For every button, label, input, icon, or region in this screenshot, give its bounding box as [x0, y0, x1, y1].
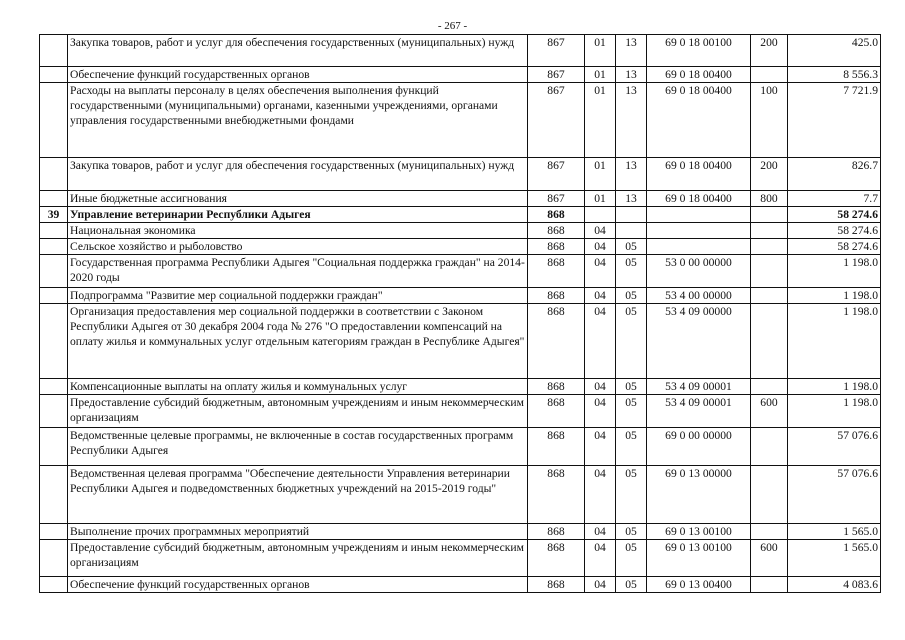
row-number-cell: 39	[40, 207, 68, 223]
amount-cell: 425.0	[788, 35, 881, 67]
row-number-cell	[40, 255, 68, 288]
item-name-cell: Подпрограмма "Развитие мер социальной поддержки граждан"	[68, 288, 528, 304]
row-number-cell	[40, 223, 68, 239]
item-name-cell: Национальная экономика	[68, 223, 528, 239]
expense-type-code-cell	[751, 524, 788, 540]
amount-cell: 58 274.6	[788, 207, 881, 223]
department-code-cell: 868	[528, 540, 585, 577]
subsection-code-cell: 05	[616, 428, 647, 466]
row-number-cell	[40, 540, 68, 577]
expense-type-code-cell: 600	[751, 540, 788, 577]
amount-cell: 1 565.0	[788, 524, 881, 540]
table-row	[40, 288, 881, 304]
table-row	[40, 395, 881, 428]
table-row	[40, 191, 881, 207]
row-number-cell	[40, 524, 68, 540]
section-code-cell: 04	[585, 395, 616, 428]
amount-cell: 57 076.6	[788, 466, 881, 524]
row-number-cell	[40, 191, 68, 207]
amount-cell: 1 198.0	[788, 255, 881, 288]
amount-cell: 7.7	[788, 191, 881, 207]
item-name-cell: Предоставление субсидий бюджетным, автономным учреждениям и иным некоммерческим организациям	[68, 395, 528, 428]
department-code-cell: 868	[528, 428, 585, 466]
target-article-code-cell: 69 0 13 00100	[647, 524, 751, 540]
budget-table-body	[40, 35, 881, 593]
table-row	[40, 255, 881, 288]
section-code-cell: 01	[585, 67, 616, 83]
expense-type-code-cell: 100	[751, 83, 788, 158]
subsection-code-cell: 05	[616, 577, 647, 593]
section-code-cell: 04	[585, 288, 616, 304]
item-name-cell: Закупка товаров, работ и услуг для обеспечения государственных (муниципальных) нужд	[68, 158, 528, 191]
department-code-cell: 868	[528, 223, 585, 239]
department-code-cell: 867	[528, 35, 585, 67]
section-code-cell: 04	[585, 466, 616, 524]
section-code-cell: 04	[585, 223, 616, 239]
expense-type-code-cell	[751, 288, 788, 304]
expense-type-code-cell: 200	[751, 35, 788, 67]
expense-type-code-cell	[751, 428, 788, 466]
section-code-cell: 04	[585, 379, 616, 395]
item-name-cell: Выполнение прочих программных мероприятий	[68, 524, 528, 540]
section-code-cell: 04	[585, 577, 616, 593]
department-code-cell: 867	[528, 83, 585, 158]
table-row	[40, 577, 881, 593]
page-number: - 267 -	[437, 20, 468, 32]
table-row	[40, 83, 881, 158]
subsection-code-cell: 05	[616, 255, 647, 288]
row-number-cell	[40, 577, 68, 593]
amount-cell: 1 198.0	[788, 379, 881, 395]
department-code-cell: 868	[528, 207, 585, 223]
amount-cell: 1 198.0	[788, 395, 881, 428]
subsection-code-cell: 13	[616, 191, 647, 207]
table-row	[40, 158, 881, 191]
department-code-cell: 868	[528, 304, 585, 379]
department-code-cell: 867	[528, 191, 585, 207]
row-number-cell	[40, 83, 68, 158]
table-row	[40, 524, 881, 540]
target-article-code-cell: 69 0 18 00400	[647, 191, 751, 207]
table-row	[40, 466, 881, 524]
subsection-code-cell: 05	[616, 379, 647, 395]
expense-type-code-cell	[751, 304, 788, 379]
item-name-cell: Управление ветеринарии Республики Адыгея	[68, 207, 528, 223]
row-number-cell	[40, 379, 68, 395]
target-article-code-cell: 69 0 13 00100	[647, 540, 751, 577]
subsection-code-cell: 05	[616, 288, 647, 304]
section-code-cell: 04	[585, 428, 616, 466]
expense-type-code-cell: 200	[751, 158, 788, 191]
item-name-cell: Ведомственная целевая программа "Обеспечение деятельности Управления ветеринарии Республики Адыгея и подведомственных бюджетных учреждений на 2015-2019 годы"	[68, 466, 528, 524]
row-number-cell	[40, 239, 68, 255]
subsection-code-cell: 13	[616, 67, 647, 83]
subsection-code-cell: 05	[616, 395, 647, 428]
table-row	[40, 35, 881, 67]
table-row	[40, 67, 881, 83]
item-name-cell: Организация предоставления мер социальной поддержки в соответствии с Законом Республики Адыгея от 30 декабря 2004 года № 276 "О предоставлении компенсаций на оплату жилья и коммунальных услуг отдельным категориям граждан в Республике Адыгея"	[68, 304, 528, 379]
target-article-code-cell: 53 4 09 00001	[647, 395, 751, 428]
section-code-cell: 01	[585, 191, 616, 207]
subsection-code-cell: 13	[616, 83, 647, 158]
expense-type-code-cell	[751, 466, 788, 524]
item-name-cell: Сельское хозяйство и рыболовство	[68, 239, 528, 255]
department-code-cell: 868	[528, 577, 585, 593]
target-article-code-cell: 53 4 00 00000	[647, 288, 751, 304]
target-article-code-cell: 53 4 09 00000	[647, 304, 751, 379]
department-code-cell: 867	[528, 158, 585, 191]
amount-cell: 1 198.0	[788, 304, 881, 379]
row-number-cell	[40, 466, 68, 524]
subsection-code-cell: 05	[616, 466, 647, 524]
amount-cell: 1 565.0	[788, 540, 881, 577]
target-article-code-cell: 53 4 09 00001	[647, 379, 751, 395]
section-code-cell: 04	[585, 540, 616, 577]
expense-type-code-cell	[751, 379, 788, 395]
table-row	[40, 379, 881, 395]
expense-type-code-cell	[751, 223, 788, 239]
subsection-code-cell: 13	[616, 35, 647, 67]
department-code-cell: 867	[528, 67, 585, 83]
expense-type-code-cell	[751, 255, 788, 288]
item-name-cell: Расходы на выплаты персоналу в целях обеспечения выполнения функций государственными (муниципальными) органами, казенными учреждениями, органами управления государственными внебюджетными фондами	[68, 83, 528, 158]
expense-type-code-cell: 800	[751, 191, 788, 207]
target-article-code-cell: 69 0 18 00400	[647, 158, 751, 191]
section-code-cell: 01	[585, 158, 616, 191]
target-article-code-cell: 69 0 18 00400	[647, 83, 751, 158]
row-number-cell	[40, 428, 68, 466]
expense-type-code-cell	[751, 577, 788, 593]
item-name-cell: Иные бюджетные ассигнования	[68, 191, 528, 207]
amount-cell: 826.7	[788, 158, 881, 191]
target-article-code-cell: 69 0 18 00100	[647, 35, 751, 67]
row-number-cell	[40, 35, 68, 67]
item-name-cell: Обеспечение функций государственных органов	[68, 577, 528, 593]
section-code-cell: 04	[585, 255, 616, 288]
department-code-cell: 868	[528, 524, 585, 540]
target-article-code-cell: 69 0 13 00400	[647, 577, 751, 593]
subsection-code-cell	[616, 223, 647, 239]
target-article-code-cell	[647, 223, 751, 239]
item-name-cell: Государственная программа Республики Адыгея "Социальная поддержка граждан" на 2014-2020 годы	[68, 255, 528, 288]
expense-type-code-cell: 600	[751, 395, 788, 428]
department-code-cell: 868	[528, 288, 585, 304]
target-article-code-cell: 69 0 13 00000	[647, 466, 751, 524]
subsection-code-cell: 05	[616, 304, 647, 379]
expense-type-code-cell	[751, 239, 788, 255]
target-article-code-cell	[647, 207, 751, 223]
table-row	[40, 223, 881, 239]
subsection-code-cell: 05	[616, 524, 647, 540]
amount-cell: 58 274.6	[788, 223, 881, 239]
section-code-cell: 01	[585, 83, 616, 158]
table-row	[40, 304, 881, 379]
target-article-code-cell	[647, 239, 751, 255]
row-number-cell	[40, 395, 68, 428]
item-name-cell: Обеспечение функций государственных органов	[68, 67, 528, 83]
row-number-cell	[40, 158, 68, 191]
subsection-code-cell	[616, 207, 647, 223]
target-article-code-cell: 69 0 00 00000	[647, 428, 751, 466]
item-name-cell: Ведомственные целевые программы, не включенные в состав государственных программ Республики Адыгея	[68, 428, 528, 466]
subsection-code-cell: 05	[616, 540, 647, 577]
row-number-cell	[40, 304, 68, 379]
amount-cell: 58 274.6	[788, 239, 881, 255]
section-code-cell: 04	[585, 524, 616, 540]
amount-cell: 4 083.6	[788, 577, 881, 593]
department-code-cell: 868	[528, 239, 585, 255]
item-name-cell: Закупка товаров, работ и услуг для обеспечения государственных (муниципальных) нужд	[68, 35, 528, 67]
section-code-cell: 04	[585, 304, 616, 379]
item-name-cell: Предоставление субсидий бюджетным, автономным учреждениям и иным некоммерческим организациям	[68, 540, 528, 577]
amount-cell: 1 198.0	[788, 288, 881, 304]
section-code-cell	[585, 207, 616, 223]
item-name-cell: Компенсационные выплаты на оплату жилья и коммунальных услуг	[68, 379, 528, 395]
row-number-cell	[40, 67, 68, 83]
department-code-cell: 868	[528, 466, 585, 524]
department-code-cell: 868	[528, 379, 585, 395]
table-row	[40, 428, 881, 466]
subsection-code-cell: 05	[616, 239, 647, 255]
target-article-code-cell: 53 0 00 00000	[647, 255, 751, 288]
budget-table	[39, 34, 881, 593]
amount-cell: 57 076.6	[788, 428, 881, 466]
expense-type-code-cell	[751, 67, 788, 83]
table-row	[40, 239, 881, 255]
subsection-code-cell: 13	[616, 158, 647, 191]
table-row	[40, 540, 881, 577]
amount-cell: 7 721.9	[788, 83, 881, 158]
department-code-cell: 868	[528, 255, 585, 288]
table-row	[40, 207, 881, 223]
section-code-cell: 04	[585, 239, 616, 255]
department-code-cell: 868	[528, 395, 585, 428]
amount-cell: 8 556.3	[788, 67, 881, 83]
expense-type-code-cell	[751, 207, 788, 223]
section-code-cell: 01	[585, 35, 616, 67]
row-number-cell	[40, 288, 68, 304]
target-article-code-cell: 69 0 18 00400	[647, 67, 751, 83]
